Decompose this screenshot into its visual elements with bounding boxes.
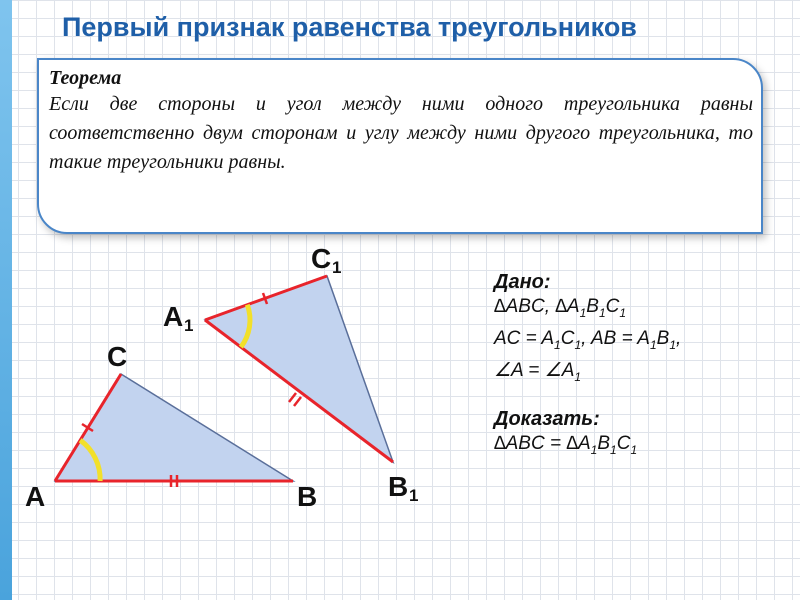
subscript: 1 (619, 305, 627, 320)
triangle-symbol: ∆ (566, 433, 578, 455)
vertex-label-c1: C (311, 243, 332, 274)
given-text: B (586, 296, 599, 317)
triangle-a1b1c1 (205, 276, 393, 462)
given-text: C (605, 296, 620, 317)
given-text: B (656, 327, 670, 349)
prove-statement (494, 431, 794, 463)
given-prove-panel (494, 270, 794, 463)
prove-text: C (616, 433, 631, 455)
vertex-label-a1: A (163, 301, 184, 332)
triangle-symbol: ∆ (555, 296, 567, 317)
subscript: 1 (669, 337, 677, 352)
given-text: A (566, 296, 580, 317)
subscript: 1 (554, 337, 561, 352)
given-heading: Дано: (494, 271, 551, 293)
vertex-label-c: C (107, 341, 128, 372)
subscript: 1 (590, 443, 598, 458)
vertex-label-a: A (25, 481, 46, 512)
subscript: 1 (574, 337, 582, 352)
given-tri-abc: ABC, (505, 296, 556, 317)
subscript: 1 (574, 369, 582, 384)
prove-heading: Доказать: (494, 408, 600, 431)
given-text: , (676, 327, 682, 349)
triangle-symbol: ∆ (494, 433, 506, 455)
theorem-text: Если две стороны и угол между ними одного треугольника равны соответственно двум сторонам и углу между ними другого треугольника, то такие треугольники равны. (49, 93, 753, 173)
angle-symbol: ∠ (544, 359, 562, 381)
subscript: 1 (630, 443, 638, 458)
given-text: , AB = A (581, 327, 650, 349)
subscript: 1 (579, 305, 587, 320)
given-triangles (494, 294, 794, 326)
subscript: 1 (649, 337, 657, 352)
vertex-label-b1-sub: 1 (409, 486, 419, 505)
given-text: A = (511, 359, 545, 381)
tick-a1b1-1 (289, 393, 296, 402)
theorem-heading: Теорема (49, 67, 122, 89)
vertex-label-b: B (297, 481, 318, 512)
given-angles (494, 358, 794, 390)
subscript: 1 (610, 443, 617, 458)
vertex-label-a1-sub: 1 (184, 316, 194, 335)
subscript: 1 (598, 305, 606, 320)
given-text: A (561, 359, 575, 381)
vertex-label-c1-sub: 1 (332, 258, 342, 277)
prove-text: A (577, 433, 591, 455)
prove-text: B (597, 433, 611, 455)
given-sides (494, 326, 794, 358)
triangle-abc (55, 374, 293, 481)
given-text: AC = A (494, 327, 555, 349)
page-title: Первый признак равенства треугольников (62, 12, 637, 42)
vertex-label-b1: B (388, 471, 409, 502)
tick-a1b1-2 (294, 397, 301, 406)
angle-symbol: ∠ (494, 359, 512, 381)
triangle-symbol: ∆ (494, 296, 506, 317)
given-text: C (560, 327, 575, 349)
prove-text: ABC = (505, 433, 567, 455)
